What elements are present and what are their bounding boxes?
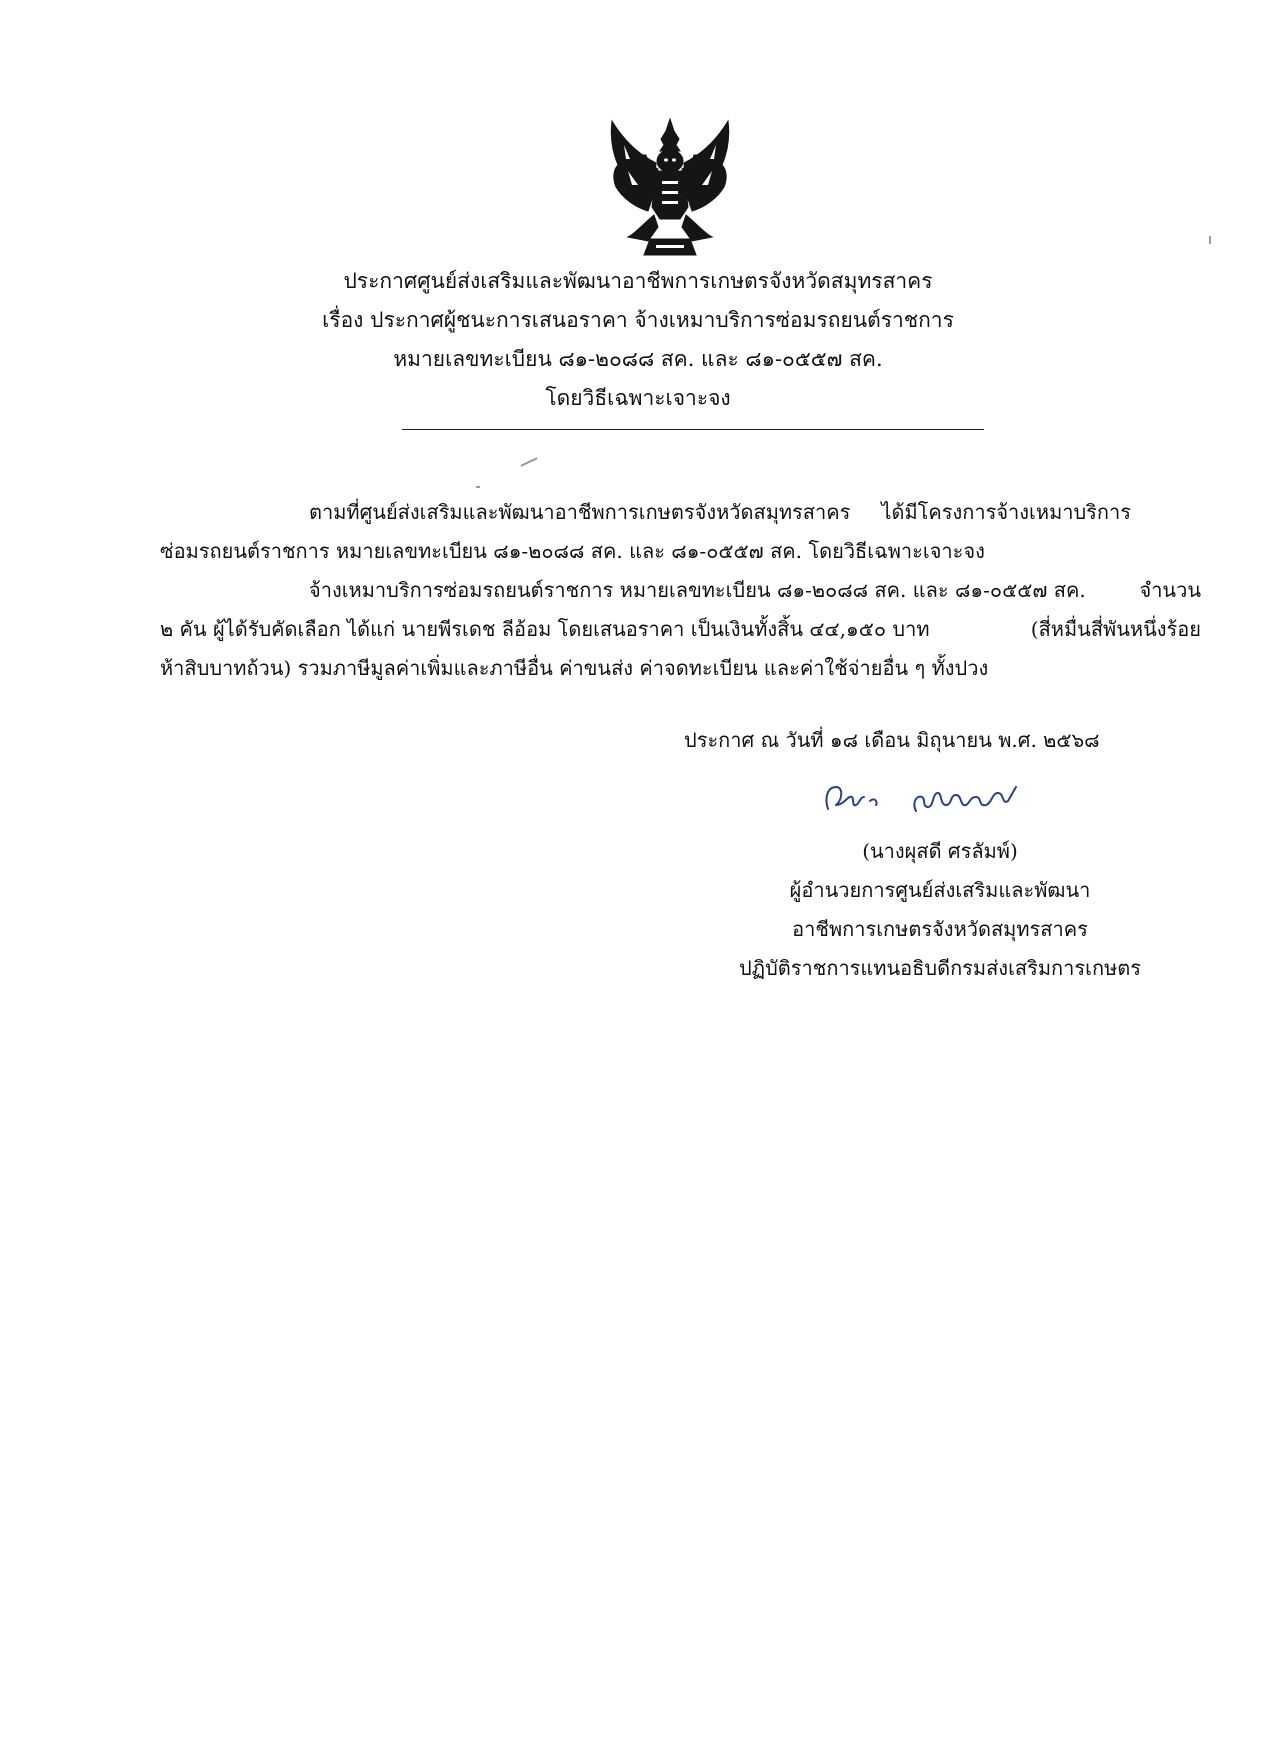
announcement-date: ประกาศ ณ วันที่ ๑๘ เดือน มิถุนายน พ.ศ. ๒๕๖๘ bbox=[684, 728, 1100, 752]
signatory-title-2: อาชีพการเกษตรจังหวัดสมุทรสาคร bbox=[792, 917, 1088, 941]
paragraph-2-line-2 bbox=[160, 615, 1201, 643]
scan-speck bbox=[476, 486, 480, 488]
signatory-name: (นางผุสดี ศรลัมพ์) bbox=[862, 839, 1018, 863]
scan-speck bbox=[520, 457, 537, 466]
paragraph-1-text-a: ตามที่ศูนย์ส่งเสริมและพัฒนาอาชีพการเกษตรจังหวัดสมุทรสาคร bbox=[309, 500, 851, 524]
paragraph-2-text-b: จำนวน bbox=[1139, 578, 1201, 602]
paragraph-2-line-1 bbox=[309, 576, 1201, 604]
paragraph-2-line-3: ห้าสิบบาทถ้วน) รวมภาษีมูลค่าเพิ่มและภาษีอื่น ค่าขนส่ง ค่าจดทะเบียน และค่าใช้จ่ายอื่น ๆ ทั้งปวง bbox=[160, 656, 989, 680]
registration-numbers: หมายเลขทะเบียน ๘๑-๒๐๘๘ สค. และ ๘๑-๐๕๕๗ สค. bbox=[393, 347, 883, 371]
signatory-title-1: ผู้อำนวยการศูนย์ส่งเสริมและพัฒนา bbox=[789, 878, 1091, 902]
paragraph-2-text-d: (สี่หมื่นสี่พันหนึ่งร้อย bbox=[1030, 617, 1201, 641]
garuda-emblem-icon bbox=[600, 115, 740, 260]
announcement-title: ประกาศศูนย์ส่งเสริมและพัฒนาอาชีพการเกษตรจังหวัดสมุทรสาคร bbox=[343, 269, 933, 293]
paragraph-1-line-2: ซ่อมรถยนต์ราชการ หมายเลขทะเบียน ๘๑-๒๐๘๘ สค. และ ๘๑-๐๕๕๗ สค. โดยวิธีเฉพาะเจาะจง bbox=[160, 539, 985, 563]
paragraph-2-text-a: จ้างเหมาบริการซ่อมรถยนต์ราชการ หมายเลขทะเบียน ๘๑-๒๐๘๘ สค. และ ๘๑-๐๕๕๗ สค. bbox=[309, 578, 1086, 602]
paragraph-1-line-1 bbox=[309, 498, 1131, 526]
handwritten-signature bbox=[820, 775, 1040, 825]
signatory-title-3: ปฏิบัติราชการแทนอธิบดีกรมส่งเสริมการเกษตร bbox=[738, 956, 1141, 980]
announcement-subject: เรื่อง ประกาศผู้ชนะการเสนอราคา จ้างเหมาบริการซ่อมรถยนต์ราชการ bbox=[322, 308, 954, 332]
header-divider bbox=[402, 429, 984, 430]
procurement-method: โดยวิธีเฉพาะเจาะจง bbox=[545, 386, 731, 410]
paragraph-1-text-b: ได้มีโครงการจ้างเหมาบริการ bbox=[881, 500, 1131, 524]
scan-speck bbox=[1209, 236, 1211, 244]
paragraph-2-text-c: ๒ คัน ผู้ได้รับคัดเลือก ได้แก่ นายพีรเดช ลีอ้อม โดยเสนอราคา เป็นเงินทั้งสิ้น ๔๔,๑๕๐ บาท bbox=[160, 617, 930, 641]
